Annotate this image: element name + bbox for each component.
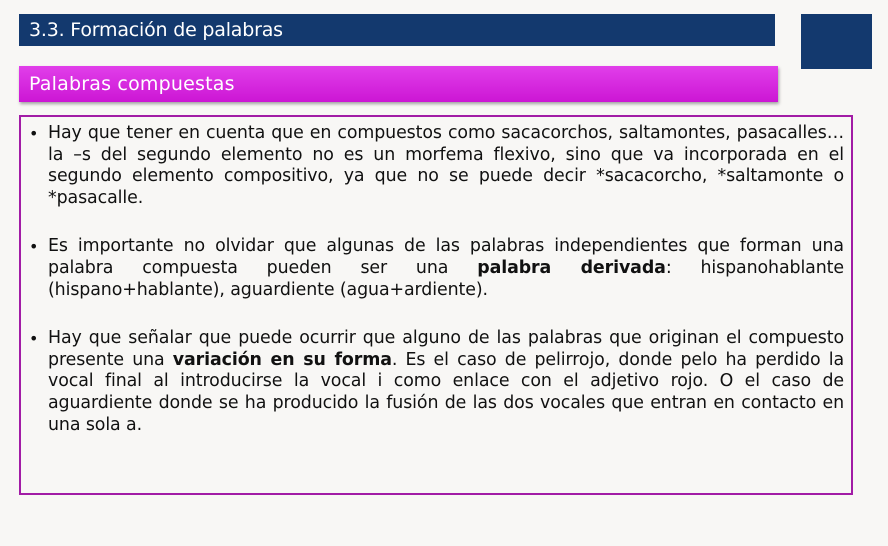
section-title: 3.3. Formación de palabras [29, 19, 283, 41]
bullet-text: Hay que señalar que puede ocurrir que alguno de las palabras que originan el compuesto presente una [48, 328, 844, 370]
bullet-item [29, 123, 844, 209]
bullet-text: Hay que tener en cuenta que en compuestos como sacacorchos, saltamontes, pasacalles… la –s del segundo elemento no es un morfema flexivo, sino que va incorporada en el segundo elemento compositivo, ya que no se puede decir *sacacorcho, *saltamonte o *pasacalle. [48, 123, 844, 208]
decorative-square [801, 14, 872, 69]
subtitle-bar [19, 66, 778, 102]
bullet-text: Es importante no olvidar que algunas de las palabras independientes que forman una palabra compuesta pueden ser una [48, 236, 844, 278]
bullet-emphasis: variación en su forma [172, 349, 392, 370]
bullet-item [29, 236, 844, 301]
bullet-text: : hispanohablante (hispano+hablante), aguardiente (agua+ardiente). [48, 257, 844, 300]
bullet-item [29, 328, 844, 436]
section-title-bar [19, 14, 775, 46]
bullet-emphasis: palabra derivada [477, 257, 666, 278]
bullet-text: . Es el caso de pelirrojo, donde pelo ha perdido la vocal final al introducirse la vocal i como enlace con el adjetivo rojo. O el caso de aguardiente donde se ha producido la fusión de las dos vocales que entran en contacto en una sola a. [48, 349, 845, 435]
subtitle-text: Palabras compuestas [29, 73, 235, 95]
content-box [19, 115, 853, 495]
bullet-list [29, 123, 844, 463]
